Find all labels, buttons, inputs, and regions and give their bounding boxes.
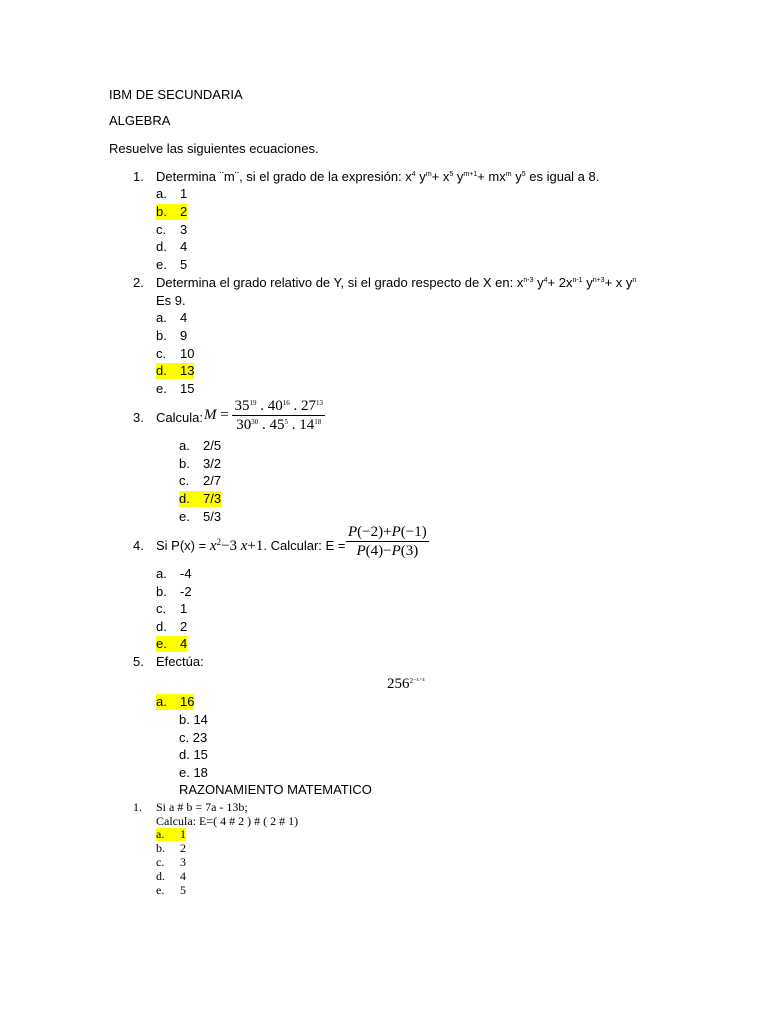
s2-q1-option-d: d. 4 — [156, 869, 186, 883]
q2-number: 2. — [133, 275, 144, 290]
q2-text-line2: Es 9. — [156, 293, 186, 308]
q5-option-e: e. 18 — [179, 765, 208, 780]
q4-text: Si $P(x) = x^2-3$ x+1. Calcular: E = — [156, 537, 346, 554]
q5-text: Efectúa: — [156, 654, 204, 669]
q2-option-d-correct: d. 13 — [156, 363, 195, 378]
document-subject: ALGEBRA — [109, 113, 171, 128]
s2-q1-option-c: c. 3 — [156, 855, 186, 869]
q4-option-e-correct: e. 4 — [156, 636, 188, 651]
q1-option-b-correct: b. 2 — [156, 204, 188, 219]
q4-option-c: c. 1 — [156, 601, 188, 616]
q3-option-b: b. 3/2 — [179, 456, 222, 471]
q3-option-e: e. 5/3 — [179, 509, 222, 524]
q5-option-c: c. 23 — [179, 730, 208, 745]
document-school: IBM DE SECUNDARIA — [109, 87, 243, 102]
s2-q1-line2: Calcula: E=( 4 # 2 ) # ( 2 # 1) — [156, 814, 299, 828]
s2-q1-option-a-correct: a. 1 — [156, 827, 186, 841]
q5-expression: $256^{2^{-1}⸍^4}$ — [387, 676, 425, 692]
q1-option-a: a. 1 — [156, 186, 188, 201]
q2-option-b: b. 9 — [156, 328, 188, 343]
q3-text: Calcula: — [156, 410, 203, 425]
q1-number: 1. — [133, 169, 144, 184]
document-instruction: Resuelve las siguientes ecuaciones. — [109, 141, 319, 156]
q1-text: Determina ¨m¨, si el grado de la expresión: $x^4$ $y^m+ x^5$ $y^{m+1}+ mx^m$ $y^5$ es igual a 8. — [156, 169, 600, 184]
s2-q1-option-e: e. 5 — [156, 883, 186, 897]
q5-number: 5. — [133, 654, 144, 669]
q3-option-c: c. 2/7 — [179, 473, 222, 488]
s2-q1-option-b: b. 2 — [156, 841, 186, 855]
q4-option-b: b. -2 — [156, 584, 192, 599]
q3-formula: M = $\frac{35^{19} . 40^{16} . 27^{13}}{30^{30} . 45^5 . 14^{18}}$ — [204, 398, 323, 433]
q3-option-d-correct: d. 7/3 — [179, 491, 222, 506]
q5-option-a-correct: a. 16 — [156, 694, 195, 709]
q4-fraction: $\frac{P(-2)+P(-1)}{P(4)-P(3)}$ — [348, 524, 427, 559]
s2-q1-number: 1. — [133, 800, 142, 814]
q3-number: 3. — [133, 410, 144, 425]
q1-option-e: e. 5 — [156, 257, 188, 272]
q5-option-b: b. 14 — [179, 712, 208, 727]
s2-q1-line1: Si a # b = 7a - 13b; — [156, 800, 248, 814]
q4-option-d: d. 2 — [156, 619, 188, 634]
q1-option-c: c. 3 — [156, 222, 188, 237]
q3-option-a: a. 2/5 — [179, 438, 222, 453]
q4-option-a: a. -4 — [156, 566, 192, 581]
q2-text: Determina el grado relativo de Y, si el grado respecto de X en: $x^{n-3}$ $y^4+ 2x^{n-1}$ $y^{n+3}+ x$ $y^n$ — [156, 275, 637, 290]
q2-option-a: a. 4 — [156, 310, 188, 325]
q4-number: 4. — [133, 538, 144, 553]
q5-option-d: d. 15 — [179, 747, 208, 762]
section2-title: RAZONAMIENTO MATEMATICO — [179, 782, 372, 797]
q4-polynomial: $x^2-3$ x+1 — [209, 537, 264, 554]
q1-option-d: d. 4 — [156, 239, 188, 254]
q2-option-c: c. 10 — [156, 346, 195, 361]
q2-option-e: e. 15 — [156, 381, 195, 396]
